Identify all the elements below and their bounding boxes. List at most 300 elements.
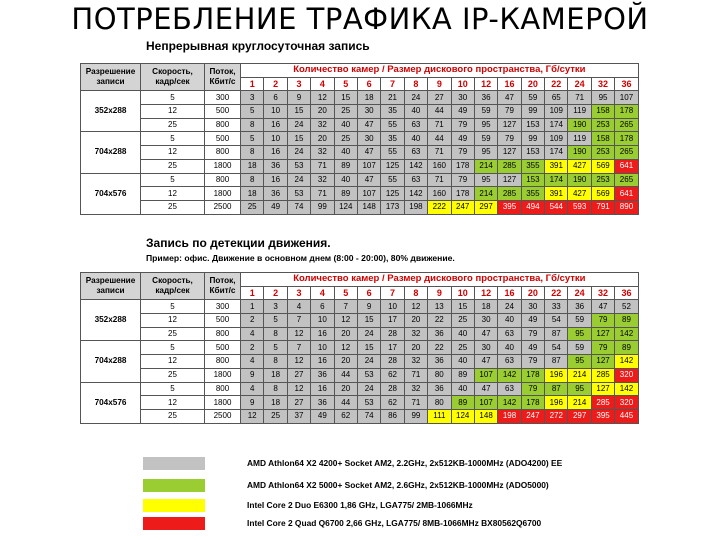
stream-cell: 1800 — [205, 396, 241, 410]
speed-cell: 25 — [141, 409, 205, 423]
table-row — [81, 300, 639, 314]
storage-value-cell: 79 — [521, 327, 544, 341]
storage-value-cell: 74 — [357, 409, 380, 423]
storage-value-cell: 30 — [451, 91, 474, 105]
storage-value-cell: 253 — [591, 118, 614, 132]
storage-value-cell: 52 — [615, 300, 638, 314]
stream-cell: 1800 — [205, 187, 241, 201]
storage-value-cell: 99 — [521, 105, 544, 119]
storage-value-cell: 32 — [404, 355, 427, 369]
storage-value-cell: 12 — [334, 314, 357, 328]
storage-value-cell: 65 — [545, 91, 568, 105]
storage-value-cell: 12 — [287, 327, 310, 341]
storage-value-cell: 95 — [474, 173, 497, 187]
storage-value-cell: 53 — [287, 187, 310, 201]
legend-text: Intel Core 2 Quad Q6700 2,66 GHz, LGA775/ 8MB-1066MHz BX80562Q6700 — [247, 518, 542, 528]
storage-value-cell: 89 — [615, 314, 638, 328]
storage-value-cell: 9 — [241, 396, 264, 410]
camera-count-cell: 2 — [264, 286, 287, 300]
storage-value-cell: 285 — [498, 187, 521, 201]
storage-value-cell: 18 — [241, 187, 264, 201]
storage-value-cell: 95 — [568, 327, 591, 341]
camera-count-cell: 9 — [428, 286, 451, 300]
storage-value-cell: 142 — [498, 396, 521, 410]
storage-value-cell: 86 — [381, 409, 404, 423]
storage-value-cell: 62 — [334, 409, 357, 423]
storage-value-cell: 427 — [568, 159, 591, 173]
storage-value-cell: 28 — [381, 382, 404, 396]
storage-value-cell: 22 — [428, 314, 451, 328]
storage-value-cell: 285 — [591, 368, 614, 382]
legend-swatch-red — [143, 517, 205, 530]
storage-value-cell: 8 — [241, 118, 264, 132]
storage-value-cell: 30 — [357, 105, 380, 119]
storage-value-cell: 791 — [591, 200, 614, 214]
storage-value-cell: 190 — [568, 118, 591, 132]
storage-value-cell: 148 — [357, 200, 380, 214]
storage-value-cell: 18 — [264, 368, 287, 382]
speed-cell: 12 — [141, 355, 205, 369]
storage-value-cell: 35 — [381, 105, 404, 119]
header-stream: Поток, Кбит/с — [205, 273, 241, 300]
storage-value-cell: 89 — [334, 159, 357, 173]
camera-count-cell: 16 — [498, 286, 521, 300]
storage-value-cell: 71 — [404, 368, 427, 382]
camera-count-cell: 6 — [357, 77, 380, 91]
storage-value-cell: 89 — [451, 368, 474, 382]
storage-value-cell: 63 — [404, 146, 427, 160]
camera-count-cell: 1 — [241, 77, 264, 91]
storage-value-cell: 16 — [311, 382, 334, 396]
storage-value-cell: 18 — [241, 159, 264, 173]
storage-value-cell: 174 — [545, 146, 568, 160]
storage-value-cell: 27 — [428, 91, 451, 105]
storage-value-cell: 40 — [334, 146, 357, 160]
storage-value-cell: 35 — [381, 132, 404, 146]
storage-value-cell: 153 — [521, 146, 544, 160]
stream-cell: 800 — [205, 118, 241, 132]
storage-value-cell: 5 — [241, 132, 264, 146]
storage-value-cell: 33 — [545, 300, 568, 314]
storage-value-cell: 7 — [287, 341, 310, 355]
storage-value-cell: 49 — [521, 314, 544, 328]
table-row — [81, 409, 639, 423]
section-2-subheading: Пример: офис. Движение в основном днем (8:00 - 20:00), 80% движение. — [146, 253, 455, 263]
storage-value-cell: 395 — [591, 409, 614, 423]
storage-value-cell: 30 — [521, 300, 544, 314]
stream-cell: 2500 — [205, 200, 241, 214]
section-1-heading: Непрерывная круглосуточная запись — [146, 39, 370, 53]
storage-value-cell: 297 — [474, 200, 497, 214]
storage-value-cell: 391 — [545, 187, 568, 201]
storage-value-cell: 214 — [474, 159, 497, 173]
legend-text: AMD Athlon64 X2 5000+ Socket AM2, 2.6GHz, 2x512KB-1000MHz (ADO5000) — [247, 480, 549, 490]
camera-count-cell: 12 — [474, 286, 497, 300]
header-speed: Скорость, кадр/сек — [141, 273, 205, 300]
storage-value-cell: 54 — [545, 314, 568, 328]
page-title: ПОТРЕБЛЕНИЕ ТРАФИКА IP-КАМЕРОЙ — [71, 2, 649, 36]
storage-value-cell: 214 — [568, 368, 591, 382]
resolution-cell: 704x288 — [81, 341, 141, 382]
camera-count-cell: 36 — [615, 286, 638, 300]
storage-value-cell: 79 — [451, 173, 474, 187]
storage-value-cell: 178 — [615, 105, 638, 119]
storage-value-cell: 28 — [381, 355, 404, 369]
storage-value-cell: 124 — [451, 409, 474, 423]
table-row — [81, 314, 639, 328]
storage-value-cell: 44 — [428, 105, 451, 119]
stream-cell: 1800 — [205, 368, 241, 382]
storage-value-cell: 15 — [287, 105, 310, 119]
storage-value-cell: 142 — [615, 355, 638, 369]
storage-value-cell: 148 — [474, 409, 497, 423]
storage-value-cell: 36 — [474, 91, 497, 105]
storage-value-cell: 247 — [451, 200, 474, 214]
storage-value-cell: 153 — [521, 173, 544, 187]
storage-value-cell: 593 — [568, 200, 591, 214]
storage-value-cell: 285 — [591, 396, 614, 410]
storage-value-cell: 107 — [357, 187, 380, 201]
storage-value-cell: 391 — [545, 159, 568, 173]
storage-value-cell: 55 — [381, 146, 404, 160]
storage-value-cell: 40 — [451, 382, 474, 396]
stream-cell: 300 — [205, 91, 241, 105]
storage-value-cell: 544 — [545, 200, 568, 214]
storage-value-cell: 32 — [311, 146, 334, 160]
storage-value-cell: 109 — [545, 132, 568, 146]
storage-value-cell: 7 — [334, 300, 357, 314]
table-row — [81, 91, 639, 105]
header-camera-count-title: Количество камер / Размер дискового пространства, Гб/сутки — [241, 273, 639, 287]
resolution-cell: 704x576 — [81, 173, 141, 214]
storage-value-cell: 127 — [591, 327, 614, 341]
speed-cell: 5 — [141, 341, 205, 355]
storage-value-cell: 95 — [568, 355, 591, 369]
storage-value-cell: 24 — [287, 173, 310, 187]
storage-value-cell: 17 — [381, 314, 404, 328]
storage-value-cell: 12 — [311, 91, 334, 105]
table-row — [81, 132, 639, 146]
storage-value-cell: 253 — [591, 146, 614, 160]
speed-cell: 12 — [141, 146, 205, 160]
storage-value-cell: 494 — [521, 200, 544, 214]
storage-value-cell: 24 — [498, 300, 521, 314]
storage-value-cell: 95 — [474, 118, 497, 132]
camera-count-cell: 16 — [498, 77, 521, 91]
storage-value-cell: 16 — [311, 355, 334, 369]
storage-value-cell: 36 — [264, 187, 287, 201]
storage-value-cell: 355 — [521, 159, 544, 173]
camera-count-cell: 12 — [474, 77, 497, 91]
storage-value-cell: 16 — [311, 327, 334, 341]
storage-value-cell: 63 — [404, 118, 427, 132]
storage-value-cell: 79 — [451, 118, 474, 132]
storage-value-cell: 63 — [498, 382, 521, 396]
speed-cell: 5 — [141, 382, 205, 396]
storage-value-cell: 25 — [241, 200, 264, 214]
stream-cell: 800 — [205, 382, 241, 396]
storage-value-cell: 107 — [357, 159, 380, 173]
storage-value-cell: 4 — [241, 382, 264, 396]
storage-value-cell: 20 — [404, 341, 427, 355]
camera-count-cell: 8 — [404, 77, 427, 91]
storage-value-cell: 62 — [381, 396, 404, 410]
storage-value-cell: 36 — [428, 355, 451, 369]
storage-value-cell: 265 — [615, 173, 638, 187]
storage-value-cell: 36 — [568, 300, 591, 314]
storage-value-cell: 9 — [287, 91, 310, 105]
storage-value-cell: 54 — [545, 341, 568, 355]
storage-value-cell: 49 — [451, 105, 474, 119]
legend-item-yellow — [143, 499, 703, 513]
camera-count-cell: 1 — [241, 286, 264, 300]
header-resolution: Разрешение записи — [81, 273, 141, 300]
storage-value-cell: 20 — [404, 314, 427, 328]
table-row — [81, 187, 639, 201]
storage-value-cell: 47 — [474, 327, 497, 341]
storage-value-cell: 24 — [404, 91, 427, 105]
storage-value-cell: 37 — [287, 409, 310, 423]
legend-swatch-yellow — [143, 499, 205, 512]
storage-value-cell: 247 — [521, 409, 544, 423]
camera-count-cell: 20 — [521, 77, 544, 91]
storage-value-cell: 8 — [264, 355, 287, 369]
camera-count-cell: 20 — [521, 286, 544, 300]
storage-value-cell: 265 — [615, 146, 638, 160]
storage-value-cell: 8 — [241, 173, 264, 187]
storage-value-cell: 395 — [498, 200, 521, 214]
storage-value-cell: 24 — [357, 327, 380, 341]
storage-value-cell: 53 — [357, 396, 380, 410]
header-resolution: Разрешение записи — [81, 64, 141, 91]
storage-value-cell: 4 — [287, 300, 310, 314]
storage-value-cell: 4 — [241, 327, 264, 341]
table-row — [81, 382, 639, 396]
storage-value-cell: 40 — [334, 173, 357, 187]
storage-value-cell: 95 — [568, 382, 591, 396]
speed-cell: 12 — [141, 187, 205, 201]
table-row — [81, 355, 639, 369]
storage-value-cell: 99 — [521, 132, 544, 146]
camera-count-cell: 5 — [334, 286, 357, 300]
legend-item-gray — [143, 457, 703, 471]
stream-cell: 500 — [205, 105, 241, 119]
storage-value-cell: 22 — [428, 341, 451, 355]
storage-value-cell: 20 — [334, 382, 357, 396]
camera-count-cell: 9 — [428, 77, 451, 91]
storage-value-cell: 15 — [451, 300, 474, 314]
storage-value-cell: 99 — [404, 409, 427, 423]
storage-value-cell: 40 — [498, 341, 521, 355]
camera-count-cell: 4 — [311, 286, 334, 300]
storage-value-cell: 79 — [591, 341, 614, 355]
table-row — [81, 159, 639, 173]
speed-cell: 25 — [141, 200, 205, 214]
storage-value-cell: 40 — [404, 132, 427, 146]
storage-value-cell: 125 — [381, 159, 404, 173]
storage-value-cell: 190 — [568, 146, 591, 160]
storage-value-cell: 36 — [428, 327, 451, 341]
camera-count-cell: 22 — [545, 77, 568, 91]
camera-count-cell: 7 — [381, 286, 404, 300]
storage-value-cell: 27 — [287, 396, 310, 410]
table-row — [81, 146, 639, 160]
camera-count-cell: 4 — [311, 77, 334, 91]
storage-value-cell: 44 — [428, 132, 451, 146]
storage-value-cell: 59 — [568, 341, 591, 355]
storage-value-cell: 10 — [311, 314, 334, 328]
storage-value-cell: 59 — [568, 314, 591, 328]
storage-value-cell: 127 — [591, 355, 614, 369]
storage-value-cell: 30 — [474, 341, 497, 355]
storage-value-cell: 32 — [404, 382, 427, 396]
storage-value-cell: 36 — [311, 396, 334, 410]
storage-value-cell: 119 — [568, 105, 591, 119]
camera-count-cell: 10 — [451, 286, 474, 300]
storage-value-cell: 198 — [404, 200, 427, 214]
storage-value-cell: 5 — [264, 314, 287, 328]
storage-value-cell: 40 — [451, 355, 474, 369]
storage-value-cell: 174 — [545, 118, 568, 132]
storage-value-cell: 95 — [474, 146, 497, 160]
storage-value-cell: 36 — [428, 382, 451, 396]
storage-value-cell: 142 — [498, 368, 521, 382]
speed-cell: 12 — [141, 314, 205, 328]
table-row — [81, 173, 639, 187]
storage-value-cell: 8 — [264, 327, 287, 341]
speed-cell: 25 — [141, 118, 205, 132]
storage-value-cell: 25 — [334, 132, 357, 146]
storage-value-cell: 18 — [264, 396, 287, 410]
storage-value-cell: 265 — [615, 118, 638, 132]
storage-value-cell: 53 — [287, 159, 310, 173]
storage-value-cell: 190 — [568, 173, 591, 187]
storage-value-cell: 87 — [545, 355, 568, 369]
continuous-recording-table — [80, 63, 639, 215]
storage-value-cell: 214 — [474, 187, 497, 201]
storage-value-cell: 25 — [451, 314, 474, 328]
storage-value-cell: 40 — [334, 118, 357, 132]
storage-value-cell: 107 — [474, 396, 497, 410]
storage-value-cell: 890 — [615, 200, 638, 214]
speed-cell: 12 — [141, 396, 205, 410]
storage-value-cell: 142 — [404, 187, 427, 201]
storage-value-cell: 47 — [474, 382, 497, 396]
table-row — [81, 396, 639, 410]
storage-value-cell: 63 — [404, 173, 427, 187]
storage-value-cell: 158 — [591, 105, 614, 119]
storage-value-cell: 25 — [264, 409, 287, 423]
storage-value-cell: 21 — [381, 91, 404, 105]
camera-count-cell: 2 — [264, 77, 287, 91]
storage-value-cell: 2 — [241, 341, 264, 355]
storage-value-cell: 89 — [451, 396, 474, 410]
storage-value-cell: 30 — [474, 314, 497, 328]
storage-value-cell: 47 — [357, 118, 380, 132]
storage-value-cell: 12 — [241, 409, 264, 423]
storage-value-cell: 111 — [428, 409, 451, 423]
stream-cell: 500 — [205, 314, 241, 328]
storage-value-cell: 107 — [615, 91, 638, 105]
storage-value-cell: 10 — [381, 300, 404, 314]
storage-value-cell: 25 — [451, 341, 474, 355]
storage-value-cell: 5 — [241, 105, 264, 119]
camera-count-cell: 5 — [334, 77, 357, 91]
storage-value-cell: 3 — [241, 91, 264, 105]
storage-value-cell: 24 — [287, 146, 310, 160]
storage-value-cell: 71 — [428, 118, 451, 132]
storage-value-cell: 222 — [428, 200, 451, 214]
storage-value-cell: 24 — [357, 382, 380, 396]
storage-value-cell: 178 — [521, 368, 544, 382]
storage-value-cell: 62 — [381, 368, 404, 382]
storage-value-cell: 71 — [568, 91, 591, 105]
storage-value-cell: 6 — [264, 91, 287, 105]
storage-value-cell: 74 — [287, 200, 310, 214]
storage-value-cell: 32 — [311, 173, 334, 187]
storage-value-cell: 12 — [334, 341, 357, 355]
storage-value-cell: 196 — [545, 396, 568, 410]
table-header-row — [81, 64, 639, 78]
storage-value-cell: 272 — [545, 409, 568, 423]
storage-value-cell: 124 — [334, 200, 357, 214]
storage-value-cell: 40 — [451, 327, 474, 341]
storage-value-cell: 320 — [615, 368, 638, 382]
storage-value-cell: 53 — [357, 368, 380, 382]
storage-value-cell: 107 — [474, 368, 497, 382]
storage-value-cell: 79 — [591, 314, 614, 328]
legend-item-red — [143, 517, 703, 531]
storage-value-cell: 15 — [334, 91, 357, 105]
storage-value-cell: 71 — [428, 173, 451, 187]
table-row — [81, 327, 639, 341]
storage-value-cell: 63 — [498, 327, 521, 341]
table-header-row — [81, 273, 639, 287]
storage-value-cell: 71 — [311, 159, 334, 173]
speed-cell: 5 — [141, 173, 205, 187]
storage-value-cell: 5 — [264, 341, 287, 355]
storage-value-cell: 13 — [428, 300, 451, 314]
storage-value-cell: 63 — [498, 355, 521, 369]
camera-count-cell: 6 — [357, 286, 380, 300]
camera-count-cell: 10 — [451, 77, 474, 91]
header-camera-count-title: Количество камер / Размер дискового пространства, Гб/сутки — [241, 64, 639, 78]
speed-cell: 25 — [141, 327, 205, 341]
section-2-heading: Запись по детекции движения. — [146, 236, 331, 250]
storage-value-cell: 12 — [404, 300, 427, 314]
storage-value-cell: 40 — [404, 105, 427, 119]
storage-value-cell: 47 — [591, 300, 614, 314]
storage-value-cell: 40 — [498, 314, 521, 328]
storage-value-cell: 18 — [474, 300, 497, 314]
storage-value-cell: 3 — [264, 300, 287, 314]
resolution-cell: 704x288 — [81, 132, 141, 173]
storage-value-cell: 10 — [311, 341, 334, 355]
storage-value-cell: 79 — [521, 382, 544, 396]
speed-cell: 25 — [141, 368, 205, 382]
storage-value-cell: 214 — [568, 396, 591, 410]
storage-value-cell: 79 — [498, 105, 521, 119]
storage-value-cell: 95 — [591, 91, 614, 105]
legend-swatch-gray — [143, 457, 205, 470]
camera-count-cell: 3 — [287, 77, 310, 91]
storage-value-cell: 15 — [287, 132, 310, 146]
stream-cell: 300 — [205, 300, 241, 314]
storage-value-cell: 125 — [381, 187, 404, 201]
storage-value-cell: 47 — [357, 146, 380, 160]
storage-value-cell: 25 — [334, 105, 357, 119]
storage-value-cell: 2 — [241, 314, 264, 328]
